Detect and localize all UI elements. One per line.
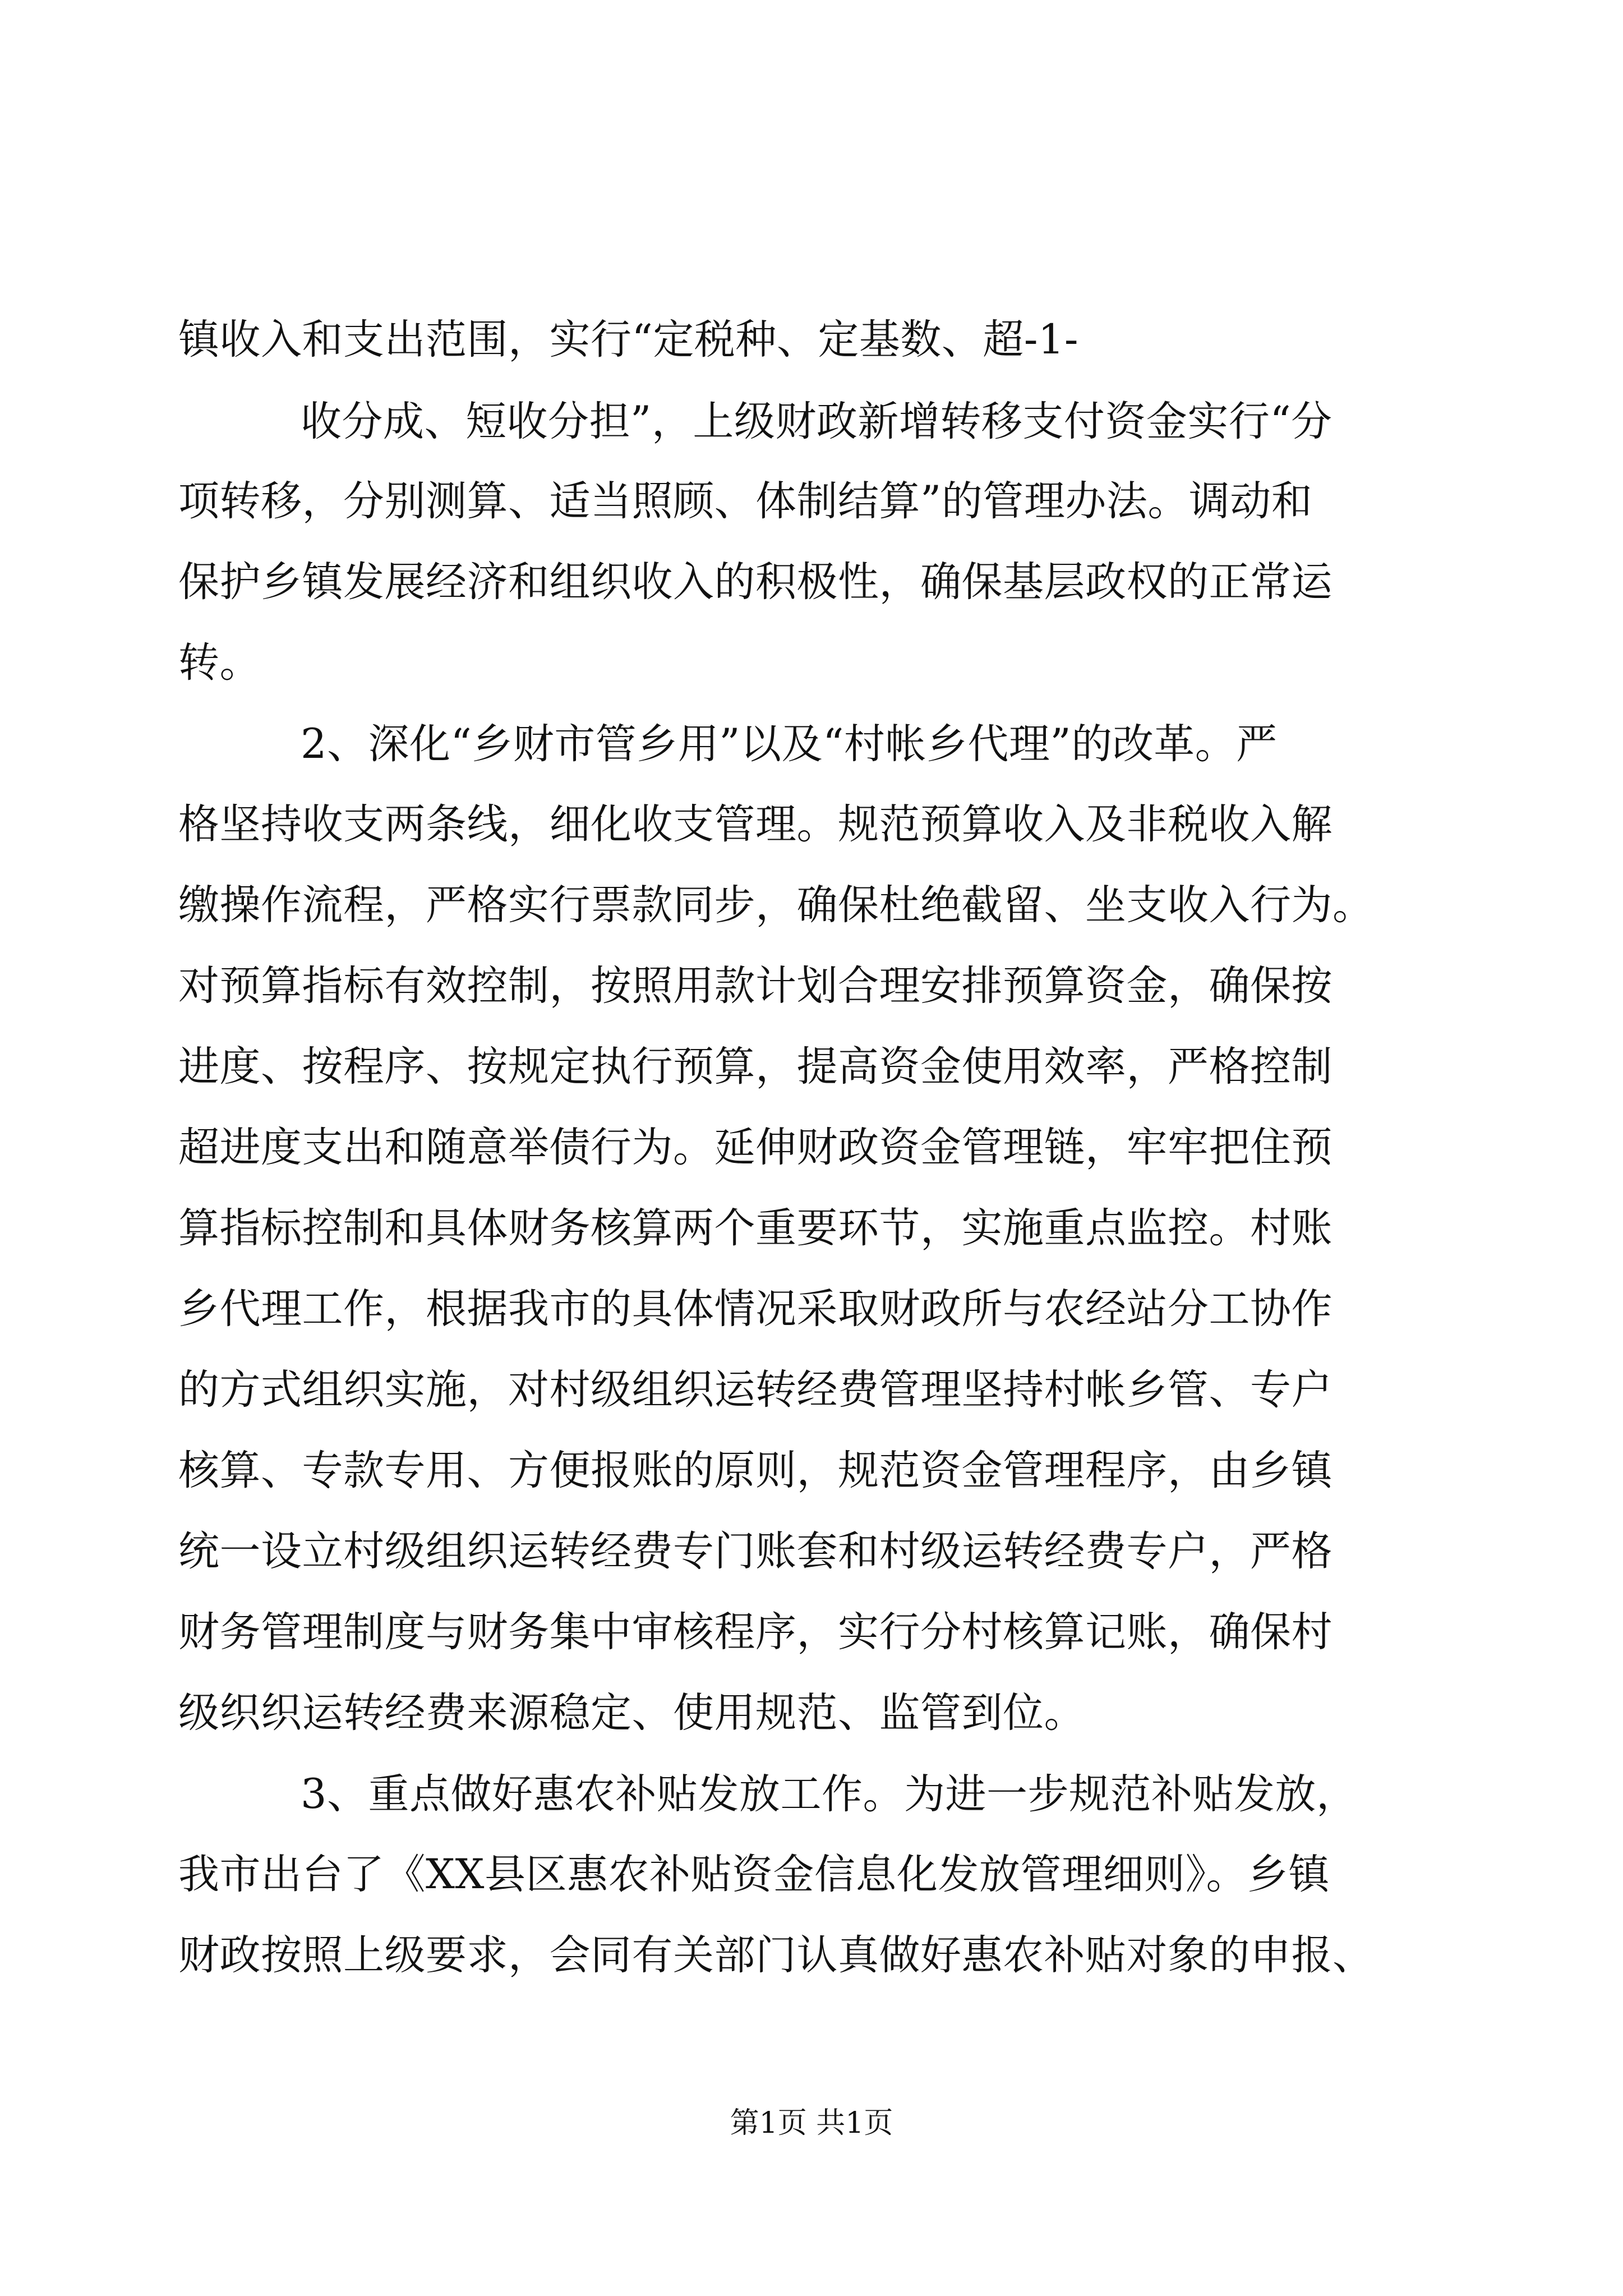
text-line: 收分成、短收分担”，上级财政新增转移支付资金实行“分 [301, 398, 1332, 445]
text-line: 级织织运转经费来源稳定、使用规范、监管到位。 [178, 1689, 1085, 1737]
text-line: 超进度支出和随意举债行为。延伸财政资金管理链，牢牢把住预 [178, 1124, 1332, 1171]
text-line: 核算、专款专用、方便报账的原则，规范资金管理程序，由乡镇 [178, 1447, 1332, 1494]
text-line: 3、重点做好惠农补贴发放工作。为进一步规范补贴发放， [301, 1770, 1358, 1818]
text-line: 我市出台了《XX县区惠农补贴资金信息化发放管理细则》。乡镇 [178, 1851, 1330, 1898]
text-line: 统一设立村级组织运转经费专门账套和村级运转经费专户，严格 [178, 1527, 1332, 1575]
text-line: 乡代理工作，根据我市的具体情况采取财政所与农经站分工协作 [178, 1285, 1332, 1333]
text-line: 格坚持收支两条线，细化收支管理。规范预算收入及非税收入解 [178, 800, 1332, 848]
text-line: 的方式组织实施，对村级组织运转经费管理坚持村帐乡管、专户 [178, 1366, 1332, 1414]
page-footer: 第1页 共1页 [730, 2106, 893, 2140]
text-line: 镇收入和支出范围，实行“定税种、定基数、超-1- [178, 316, 1079, 364]
text-line: 项转移，分别测算、适当照顾、体制结算”的管理办法。调动和 [178, 477, 1313, 525]
text-line: 财务管理制度与财务集中审核程序，实行分村核算记账，确保村 [178, 1608, 1332, 1656]
text-line: 对预算指标有效控制，按照用款计划合理安排预算资金，确保按 [178, 962, 1332, 1010]
text-line: 财政按照上级要求，会同有关部门认真做好惠农补贴对象的申报、 [178, 1931, 1374, 1979]
text-line: 转。 [178, 639, 261, 687]
text-line: 保护乡镇发展经济和组织收入的积极性，确保基层政权的正常运 [178, 558, 1332, 606]
text-line: 进度、按程序、按规定执行预算，提高资金使用效率，严格控制 [178, 1043, 1332, 1091]
text-line: 缴操作流程，严格实行票款同步，确保杜绝截留、坐支收入行为。 [178, 881, 1374, 929]
text-line: 算指标控制和具体财务核算两个重要环节，实施重点监控。村账 [178, 1204, 1332, 1252]
text-line: 2、深化“乡财市管乡用”以及“村帐乡代理”的改革。严 [301, 720, 1278, 768]
